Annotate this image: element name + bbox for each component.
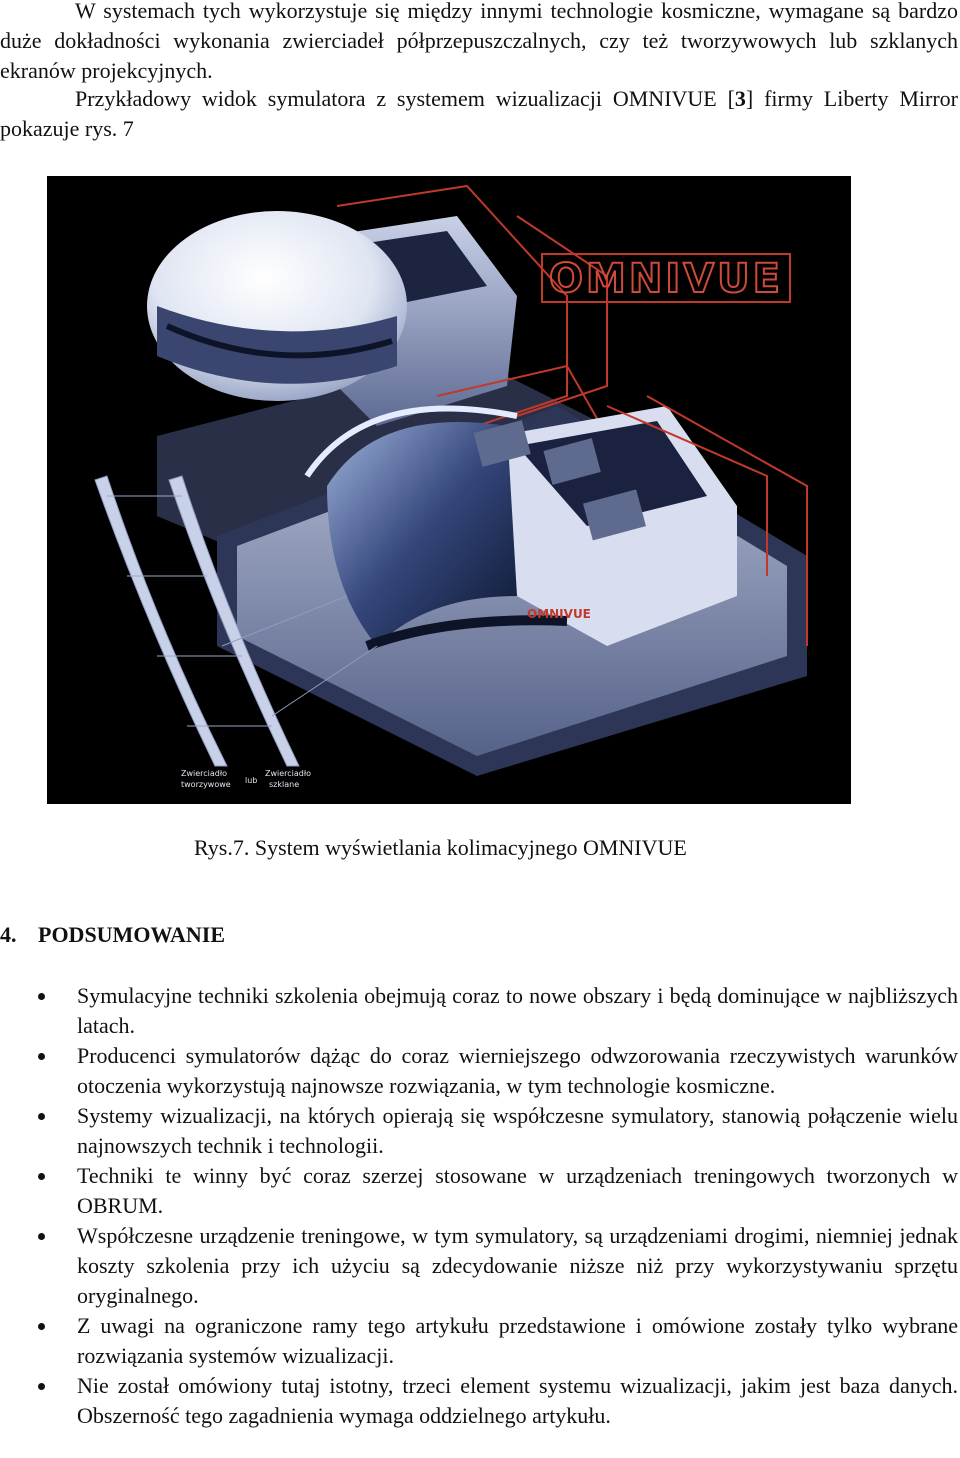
lower-logo-text: OMNIVUE (527, 607, 591, 621)
list-item-text: Symulacyjne techniki szkolenia obejmują coraz to nowe obszary i będą dominujące w najbliższych latach. (77, 983, 958, 1038)
omnivue-figure (47, 176, 851, 804)
list-item-text: Współczesne urządzenie treningowe, w tym symulatory, są urządzeniami drogimi, niemniej jednak koszty szkolenia przy ich użyciu są zdecydowanie niższe niż przy wykorzystywaniu sprzętu oryginalnego. (77, 1223, 958, 1308)
bullet-icon (38, 1383, 45, 1390)
list-item-text: Nie został omówiony tutaj istotny, trzeci element systemu wizualizacji, jakim jest baza danych. Obszerność tego zagadnienia wymaga oddzielnego artykułu. (77, 1373, 958, 1428)
section-number: 4. (0, 922, 17, 947)
list-item (0, 1371, 958, 1431)
section-heading (0, 920, 225, 950)
bullet-icon (38, 1323, 45, 1330)
mirror-labels (181, 769, 311, 789)
omnivue-illustration (47, 176, 851, 804)
bullet-icon (38, 1053, 45, 1060)
figure-caption: Rys.7. System wyświetlania kolimacyjnego OMNIVUE (194, 835, 687, 860)
list-item-text: Producenci symulatorów dążąc do coraz wierniejszego odwzorowania rzeczywistych warunków otoczenia wykorzystują najnowsze rozwiązania, w tym technologie kosmiczne. (77, 1043, 958, 1098)
logo-text: OMNIVUE (549, 256, 783, 302)
section-title: PODSUMOWANIE (38, 922, 226, 947)
intro-paragraph-2-before: Przykładowy widok symulatora z systemem wizualizacji OMNIVUE [ (75, 86, 735, 111)
intro-paragraph-2-after: ] firmy Liberty Mirror pokazuje rys. 7 (0, 86, 959, 141)
omnivue-logo (542, 254, 790, 302)
list-item-text: Techniki te winny być coraz szerzej stosowane w urządzeniach treningowych tworzonych w OBRUM. (77, 1163, 958, 1218)
label-glass-mirror-line1: Zwierciadło (265, 769, 312, 778)
list-item-text: Systemy wizualizacji, na których opierają się współczesne symulatory, stanowią połączenie wielu najnowszych technik i technologii. (77, 1103, 958, 1158)
list-item (0, 1221, 958, 1311)
bullet-icon (38, 993, 45, 1000)
label-or: lub (245, 776, 258, 785)
list-item (0, 1041, 958, 1101)
list-item (0, 1101, 958, 1161)
reference-number: 3 (734, 86, 746, 111)
list-item (0, 1161, 958, 1221)
summary-list (0, 981, 958, 1431)
label-plastic-mirror-line1: Zwierciadło (181, 769, 228, 778)
label-glass-mirror-line2: szklane (269, 780, 300, 789)
bullet-icon (38, 1113, 45, 1120)
list-item (0, 981, 958, 1041)
intro-paragraph-2 (0, 84, 958, 144)
intro-paragraph-1 (0, 0, 958, 86)
label-plastic-mirror-line2: tworzywowe (181, 780, 231, 789)
list-item (0, 1311, 958, 1371)
intro-paragraph-1-text: W systemach tych wykorzystuje się między innymi technologie kosmiczne, wymagane są bardzo duże dokładności wykonania zwierciadeł półprzepuszczalnych, czy też tworzywowych lub szklanych ekranów projekcyjnych. (0, 0, 958, 83)
bullet-icon (38, 1173, 45, 1180)
list-item-text: Z uwagi na ograniczone ramy tego artykułu przedstawione i omówione zostały tylko wybrane rozwiązania systemów wizualizacji. (77, 1313, 958, 1368)
bullet-icon (38, 1233, 45, 1240)
